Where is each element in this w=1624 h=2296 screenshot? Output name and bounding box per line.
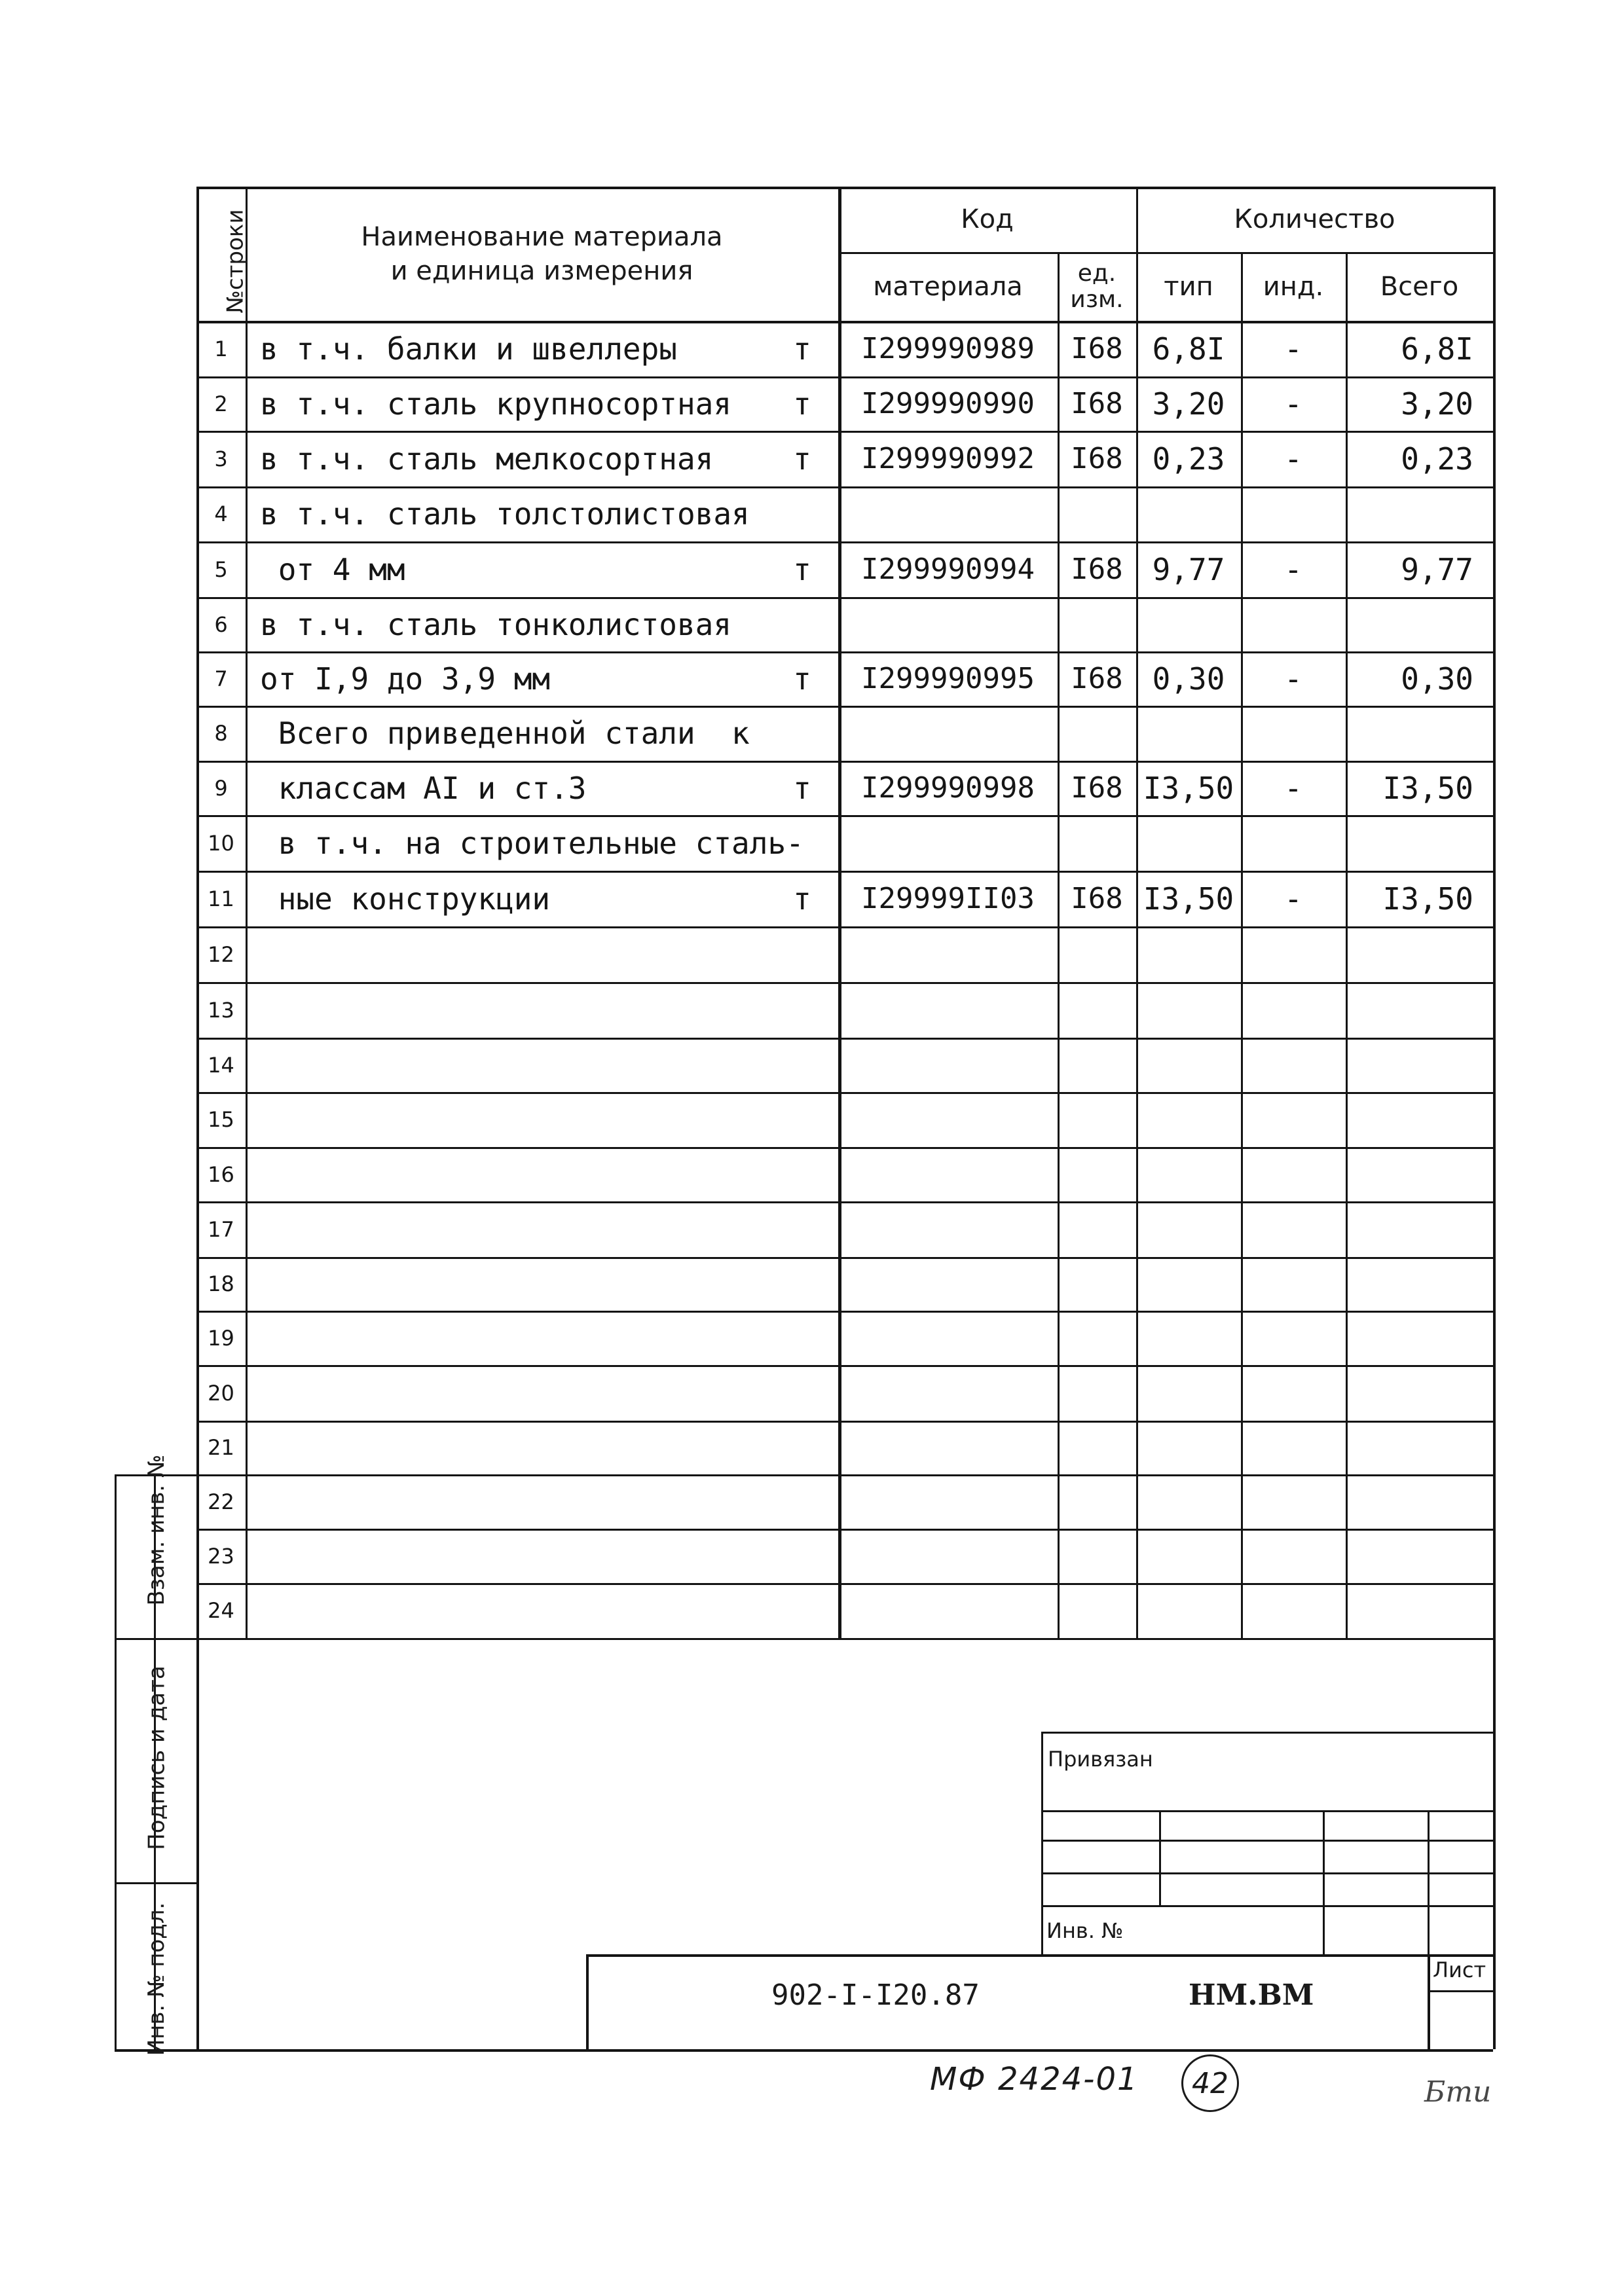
material-name-cell: в т.ч. сталь мелкосортная bbox=[260, 441, 714, 477]
row-line bbox=[196, 1638, 1493, 1640]
stamp-line bbox=[1323, 1810, 1325, 1954]
total-quantity-cell: 9,77 bbox=[1401, 551, 1473, 587]
material-code-cell: I299990989 bbox=[861, 332, 1035, 365]
individual-quantity-cell bbox=[1241, 1147, 1346, 1201]
material-name-cell bbox=[260, 1311, 797, 1365]
unit-letter-cell: т bbox=[793, 881, 811, 917]
material-name-cell: ные конструкции bbox=[260, 881, 551, 917]
total-quantity-cell bbox=[1346, 1147, 1493, 1201]
archive-number: МФ 2424-01 bbox=[930, 2061, 1139, 2098]
row-number-cell: 10 bbox=[208, 830, 234, 856]
type-header: тип bbox=[1164, 271, 1213, 302]
individual-quantity-cell: - bbox=[1284, 331, 1302, 367]
row-number-cell: 8 bbox=[214, 721, 228, 746]
row-number-cell: 2 bbox=[214, 391, 228, 416]
individual-quantity-cell: - bbox=[1284, 881, 1302, 917]
material-name-cell bbox=[260, 1583, 797, 1638]
unit-letter-cell bbox=[783, 706, 822, 761]
total-quantity-cell bbox=[1346, 706, 1493, 761]
total-header: Всего bbox=[1380, 271, 1459, 302]
material-code-cell bbox=[838, 1529, 1058, 1583]
stamp-line bbox=[1041, 1810, 1493, 1812]
unit-code-cell bbox=[1058, 1201, 1136, 1257]
material-code-cell bbox=[838, 597, 1058, 651]
quantity-header: Количество bbox=[1234, 204, 1395, 234]
material-code-cell bbox=[838, 1474, 1058, 1529]
material-name-cell: в т.ч. на строительные сталь- bbox=[260, 825, 804, 861]
stamp-line bbox=[1041, 1732, 1493, 1734]
title-block-line bbox=[586, 1954, 1493, 1957]
material-code-cell: I299990998 bbox=[861, 771, 1035, 805]
row-number-cell: 19 bbox=[208, 1325, 234, 1351]
material-code-cell: I299990994 bbox=[861, 553, 1035, 586]
document-code: НМ.ВМ bbox=[1189, 1978, 1314, 2012]
row-number-cell: 16 bbox=[208, 1161, 234, 1187]
unit-letter-cell bbox=[783, 982, 822, 1038]
row-number-cell: 12 bbox=[208, 941, 234, 967]
unit-code-cell bbox=[1058, 1583, 1136, 1638]
unit-letter-cell bbox=[783, 1421, 822, 1474]
type-quantity-cell: 6,8I bbox=[1152, 331, 1225, 367]
type-quantity-cell: 9,77 bbox=[1152, 551, 1225, 587]
material-name-cell: Всего приведенной стали к bbox=[260, 716, 750, 751]
material-code-cell bbox=[838, 1038, 1058, 1092]
replacement-inv-label: Взам. инв. № bbox=[143, 1454, 170, 1606]
individual-quantity-cell bbox=[1241, 597, 1346, 651]
total-quantity-cell bbox=[1346, 1038, 1493, 1092]
individual-quantity-cell: - bbox=[1284, 661, 1302, 697]
type-quantity-cell bbox=[1136, 706, 1241, 761]
unit-code-cell: I68 bbox=[1071, 332, 1123, 365]
unit-code-cell bbox=[1058, 706, 1136, 761]
unit-letter-cell bbox=[783, 815, 822, 871]
row-number-cell: 11 bbox=[208, 886, 234, 911]
individual-header: инд. bbox=[1263, 271, 1324, 302]
unit-header-line2: изм. bbox=[1070, 285, 1124, 313]
material-name-cell bbox=[260, 1201, 797, 1257]
material-name-cell: от I,9 до 3,9 мм bbox=[260, 661, 551, 697]
material-name-cell bbox=[260, 1365, 797, 1421]
type-quantity-cell bbox=[1136, 926, 1241, 982]
total-quantity-cell: 0,30 bbox=[1401, 661, 1473, 697]
material-name-cell: от 4 мм bbox=[260, 551, 405, 587]
individual-quantity-cell: - bbox=[1284, 770, 1302, 806]
total-quantity-cell bbox=[1346, 1365, 1493, 1421]
row-number-cell: 22 bbox=[208, 1489, 234, 1514]
material-name-cell bbox=[260, 926, 797, 982]
individual-quantity-cell bbox=[1241, 1474, 1346, 1529]
type-quantity-cell bbox=[1136, 1474, 1241, 1529]
row-number-cell: 14 bbox=[208, 1052, 234, 1078]
total-quantity-cell bbox=[1346, 1583, 1493, 1638]
individual-quantity-cell bbox=[1241, 706, 1346, 761]
type-quantity-cell bbox=[1136, 1311, 1241, 1365]
stamp-line bbox=[1428, 1810, 1430, 1954]
unit-code-cell bbox=[1058, 982, 1136, 1038]
row-number-cell: 7 bbox=[214, 666, 228, 691]
total-quantity-cell bbox=[1346, 815, 1493, 871]
type-quantity-cell: 3,20 bbox=[1152, 386, 1225, 422]
individual-quantity-cell bbox=[1241, 1365, 1346, 1421]
individual-quantity-cell bbox=[1241, 1092, 1346, 1147]
material-name-cell: в т.ч. сталь толстолистовая bbox=[260, 496, 750, 532]
type-quantity-cell bbox=[1136, 982, 1241, 1038]
margin-line bbox=[115, 1638, 196, 1640]
row-number-cell: 13 bbox=[208, 997, 234, 1023]
unit-letter-cell bbox=[783, 1092, 822, 1147]
type-quantity-cell bbox=[1136, 1583, 1241, 1638]
total-quantity-cell bbox=[1346, 597, 1493, 651]
material-name-header bbox=[246, 187, 838, 321]
stamp-line bbox=[1041, 1732, 1043, 1954]
individual-quantity-cell bbox=[1241, 1038, 1346, 1092]
individual-quantity-cell bbox=[1241, 926, 1346, 982]
unit-code-cell: I68 bbox=[1071, 387, 1123, 420]
row-number-cell: 1 bbox=[214, 336, 228, 361]
row-number-cell: 9 bbox=[214, 775, 228, 801]
linked-label: Привязан bbox=[1048, 1747, 1153, 1772]
code-header: Код bbox=[961, 204, 1014, 234]
individual-quantity-cell bbox=[1241, 486, 1346, 541]
unit-letter-cell bbox=[783, 926, 822, 982]
total-quantity-cell bbox=[1346, 486, 1493, 541]
total-quantity-cell: 0,23 bbox=[1401, 441, 1473, 477]
type-quantity-cell bbox=[1136, 1038, 1241, 1092]
total-quantity-cell: I3,50 bbox=[1382, 770, 1473, 806]
unit-letter-cell bbox=[783, 1474, 822, 1529]
total-quantity-cell bbox=[1346, 1092, 1493, 1147]
row-number-cell: 6 bbox=[214, 611, 228, 637]
unit-code-cell bbox=[1058, 597, 1136, 651]
material-code-cell bbox=[838, 1257, 1058, 1311]
stamp-line bbox=[1041, 1872, 1493, 1874]
material-code-cell bbox=[838, 1147, 1058, 1201]
individual-quantity-cell: - bbox=[1284, 441, 1302, 477]
material-code-cell bbox=[838, 1365, 1058, 1421]
material-code-cell bbox=[838, 1201, 1058, 1257]
material-name-cell bbox=[260, 1257, 797, 1311]
row-number-header: №строки bbox=[222, 209, 249, 314]
row-number-cell: 18 bbox=[208, 1271, 234, 1296]
material-code-cell: I299990992 bbox=[861, 442, 1035, 475]
type-quantity-cell bbox=[1136, 1365, 1241, 1421]
individual-quantity-cell bbox=[1241, 1529, 1346, 1583]
material-name-cell bbox=[260, 1147, 797, 1201]
unit-letter-cell bbox=[783, 1038, 822, 1092]
material-name-cell bbox=[260, 982, 797, 1038]
type-quantity-cell bbox=[1136, 1257, 1241, 1311]
material-code-cell bbox=[838, 1092, 1058, 1147]
individual-quantity-cell bbox=[1241, 1583, 1346, 1638]
unit-code-cell bbox=[1058, 1365, 1136, 1421]
row-number-cell: 23 bbox=[208, 1543, 234, 1569]
individual-quantity-cell bbox=[1241, 1257, 1346, 1311]
unit-code-cell bbox=[1058, 1092, 1136, 1147]
type-quantity-cell: 0,23 bbox=[1152, 441, 1225, 477]
individual-quantity-cell bbox=[1241, 1421, 1346, 1474]
material-code-cell bbox=[838, 706, 1058, 761]
margin-line bbox=[115, 1474, 117, 2049]
type-quantity-cell bbox=[1136, 1421, 1241, 1474]
material-name-header-line2: и единица измерения bbox=[390, 255, 693, 286]
unit-code-cell: I68 bbox=[1071, 553, 1123, 586]
individual-quantity-cell bbox=[1241, 815, 1346, 871]
total-quantity-cell: 3,20 bbox=[1401, 386, 1473, 422]
unit-letter-cell: т bbox=[793, 551, 811, 587]
unit-header bbox=[1058, 252, 1136, 321]
material-code-cell bbox=[838, 1421, 1058, 1474]
sheet-label: Лист bbox=[1433, 1958, 1486, 1982]
material-code-cell bbox=[838, 926, 1058, 982]
row-number-cell: 20 bbox=[208, 1380, 234, 1406]
row-number-cell: 5 bbox=[214, 556, 228, 582]
type-quantity-cell bbox=[1136, 1201, 1241, 1257]
unit-code-cell bbox=[1058, 1038, 1136, 1092]
title-block-line bbox=[1428, 1954, 1430, 2049]
row-number-cell: 4 bbox=[214, 501, 228, 526]
row-number-cell: 21 bbox=[208, 1435, 234, 1460]
unit-code-cell: I68 bbox=[1071, 662, 1123, 695]
type-quantity-cell bbox=[1136, 1147, 1241, 1201]
unit-letter-cell: т bbox=[793, 770, 811, 806]
total-quantity-cell: I3,50 bbox=[1382, 881, 1473, 917]
material-name-cell bbox=[260, 1474, 797, 1529]
unit-letter-cell: т bbox=[793, 661, 811, 697]
total-quantity-cell bbox=[1346, 982, 1493, 1038]
unit-letter-cell bbox=[783, 1147, 822, 1201]
total-quantity-cell bbox=[1346, 1529, 1493, 1583]
unit-letter-cell bbox=[783, 1201, 822, 1257]
material-name-header-line1: Наименование материала bbox=[361, 221, 723, 252]
stamp-line bbox=[1041, 1905, 1493, 1907]
unit-letter-cell: т bbox=[793, 441, 811, 477]
row-number-cell: 3 bbox=[214, 446, 228, 471]
material-name-cell bbox=[260, 1529, 797, 1583]
material-code-header: материала bbox=[873, 271, 1023, 302]
unit-code-cell bbox=[1058, 1529, 1136, 1583]
page-number: 42 bbox=[1181, 2054, 1239, 2112]
unit-letter-cell bbox=[783, 486, 822, 541]
material-name-cell bbox=[260, 1092, 797, 1147]
total-quantity-cell bbox=[1346, 1421, 1493, 1474]
unit-letter-cell bbox=[783, 1583, 822, 1638]
type-quantity-cell bbox=[1136, 1092, 1241, 1147]
type-quantity-cell bbox=[1136, 597, 1241, 651]
type-quantity-cell bbox=[1136, 486, 1241, 541]
unit-code-cell: I68 bbox=[1071, 442, 1123, 475]
stamp-line bbox=[1159, 1810, 1161, 1905]
row-number-cell: 17 bbox=[208, 1216, 234, 1242]
type-quantity-cell: 0,30 bbox=[1152, 661, 1225, 697]
total-quantity-cell bbox=[1346, 1474, 1493, 1529]
type-quantity-cell bbox=[1136, 815, 1241, 871]
stamp-line bbox=[1041, 1840, 1493, 1842]
material-code-cell bbox=[838, 486, 1058, 541]
material-code-cell bbox=[838, 1583, 1058, 1638]
type-quantity-cell: I3,50 bbox=[1143, 881, 1234, 917]
unit-letter-cell bbox=[783, 1365, 822, 1421]
material-name-cell bbox=[260, 1421, 797, 1474]
total-quantity-cell: 6,8I bbox=[1401, 331, 1473, 367]
material-name-cell: в т.ч. сталь крупносортная bbox=[260, 386, 732, 422]
material-name-cell: классам AI и ст.3 bbox=[260, 770, 587, 806]
handwritten-signature: Бти bbox=[1424, 2075, 1492, 2109]
unit-letter-cell: т bbox=[793, 331, 811, 367]
unit-code-cell bbox=[1058, 926, 1136, 982]
material-name-cell: в т.ч. балки и швеллеры bbox=[260, 331, 677, 367]
title-block-line bbox=[1428, 1990, 1493, 1992]
unit-letter-cell bbox=[783, 597, 822, 651]
material-code-cell: I299990995 bbox=[861, 662, 1035, 695]
title-block-line bbox=[586, 1954, 589, 2049]
signature-date-label: Подпись и дата bbox=[143, 1666, 170, 1850]
individual-quantity-cell bbox=[1241, 1311, 1346, 1365]
unit-letter-cell: т bbox=[793, 386, 811, 422]
frame-bottom-border bbox=[115, 2049, 1493, 2052]
unit-code-cell bbox=[1058, 1257, 1136, 1311]
unit-code-cell bbox=[1058, 1474, 1136, 1529]
document-number: 902-I-I20.87 bbox=[771, 1978, 980, 2012]
material-code-cell bbox=[838, 982, 1058, 1038]
frame-right-border bbox=[1493, 187, 1496, 2049]
unit-header-line1: ед. bbox=[1077, 259, 1116, 287]
total-quantity-cell bbox=[1346, 1201, 1493, 1257]
unit-code-cell bbox=[1058, 1147, 1136, 1201]
material-code-cell: I299990990 bbox=[861, 387, 1035, 420]
individual-quantity-cell bbox=[1241, 1201, 1346, 1257]
material-name-cell: в т.ч. сталь тонколистовая bbox=[260, 606, 732, 642]
unit-code-cell bbox=[1058, 815, 1136, 871]
unit-code-cell bbox=[1058, 1311, 1136, 1365]
material-code-cell bbox=[838, 1311, 1058, 1365]
individual-quantity-cell: - bbox=[1284, 551, 1302, 587]
total-quantity-cell bbox=[1346, 926, 1493, 982]
total-quantity-cell bbox=[1346, 1311, 1493, 1365]
type-quantity-cell: I3,50 bbox=[1143, 770, 1234, 806]
unit-letter-cell bbox=[783, 1529, 822, 1583]
unit-letter-cell bbox=[783, 1257, 822, 1311]
material-code-cell bbox=[838, 815, 1058, 871]
type-quantity-cell bbox=[1136, 1529, 1241, 1583]
row-number-cell: 24 bbox=[208, 1598, 234, 1623]
original-inv-label: Инв. № подл. bbox=[143, 1902, 170, 2056]
individual-quantity-cell bbox=[1241, 982, 1346, 1038]
material-code-cell: I29999II03 bbox=[861, 882, 1035, 915]
unit-code-cell: I68 bbox=[1071, 771, 1123, 805]
frame-left-border bbox=[196, 1638, 199, 2049]
inv-number-label: Инв. № bbox=[1046, 1918, 1124, 1943]
unit-code-cell bbox=[1058, 1421, 1136, 1474]
individual-quantity-cell: - bbox=[1284, 386, 1302, 422]
material-name-cell bbox=[260, 1038, 797, 1092]
unit-letter-cell bbox=[783, 1311, 822, 1365]
total-quantity-cell bbox=[1346, 1257, 1493, 1311]
row-number-cell: 15 bbox=[208, 1107, 234, 1132]
unit-code-cell: I68 bbox=[1071, 882, 1123, 915]
unit-code-cell bbox=[1058, 486, 1136, 541]
